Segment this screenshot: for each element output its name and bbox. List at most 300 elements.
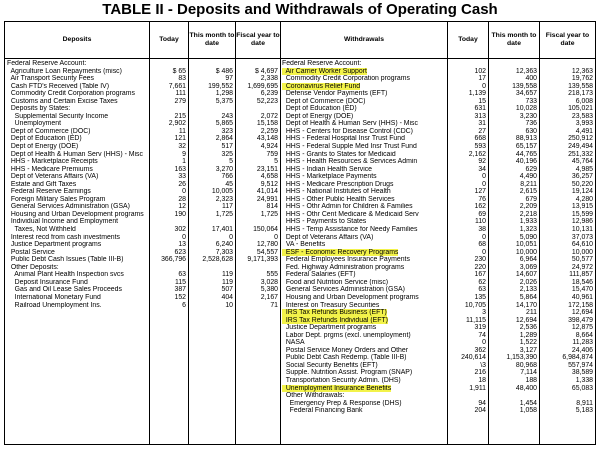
row-value: 1,058 bbox=[519, 407, 537, 415]
row-value: 92 bbox=[478, 158, 486, 166]
table-row bbox=[237, 135, 278, 143]
table-row bbox=[151, 105, 186, 113]
table-row bbox=[490, 362, 537, 370]
table-row bbox=[490, 286, 537, 294]
row-value: 10,000 bbox=[515, 248, 537, 256]
table-row bbox=[237, 188, 278, 196]
row-value bbox=[190, 105, 233, 113]
row-value: 2,338 bbox=[260, 75, 278, 83]
table-row bbox=[151, 83, 186, 91]
table-row bbox=[151, 75, 186, 83]
table-row bbox=[541, 135, 593, 143]
table-row bbox=[449, 158, 486, 166]
table-row bbox=[7, 211, 148, 219]
row-value: 50,220 bbox=[571, 180, 593, 188]
table-row bbox=[282, 128, 446, 136]
table-row bbox=[449, 75, 486, 83]
table-row bbox=[7, 437, 148, 445]
table-row bbox=[7, 452, 148, 460]
table-row bbox=[449, 181, 486, 189]
row-label bbox=[7, 317, 148, 325]
row-value: 50,577 bbox=[571, 256, 593, 264]
table-row bbox=[490, 385, 537, 393]
row-value: 54,557 bbox=[256, 248, 278, 256]
row-value: 117 bbox=[222, 203, 233, 211]
table-row bbox=[190, 226, 233, 234]
table-row bbox=[237, 203, 278, 211]
row-value: 4,491 bbox=[575, 127, 593, 135]
row-value: 2,615 bbox=[519, 188, 537, 196]
table-row bbox=[7, 279, 148, 287]
row-value: 74 bbox=[478, 331, 486, 339]
row-value: 71 bbox=[270, 301, 278, 309]
table-row bbox=[151, 128, 186, 136]
row-value: 4,924 bbox=[260, 143, 278, 151]
table-row bbox=[282, 60, 446, 68]
row-value: 32 bbox=[178, 143, 186, 151]
row-value: 9,512 bbox=[260, 180, 278, 188]
table-row bbox=[490, 218, 537, 226]
table-row bbox=[151, 60, 186, 68]
row-value: 83 bbox=[178, 75, 186, 83]
table-row bbox=[449, 286, 486, 294]
table-row bbox=[237, 68, 278, 76]
table-row bbox=[282, 90, 446, 98]
row-label: HHS - Othr Admin for Children & Families bbox=[282, 203, 413, 211]
table-row bbox=[151, 173, 186, 181]
table-row bbox=[190, 196, 233, 204]
table-row bbox=[490, 196, 537, 204]
row-value: 302 bbox=[174, 226, 186, 234]
row-value: 204 bbox=[474, 407, 486, 415]
header-today-w: Today bbox=[458, 36, 478, 43]
row-value: 11,283 bbox=[572, 339, 593, 347]
row-value: 38 bbox=[478, 226, 486, 234]
row-value: 5,865 bbox=[215, 120, 233, 128]
row-value: 135 bbox=[474, 293, 486, 301]
row-value: 6,239 bbox=[260, 90, 278, 98]
table-row bbox=[237, 105, 278, 113]
table-row bbox=[490, 271, 537, 279]
table-row bbox=[151, 286, 186, 294]
table-row bbox=[541, 317, 593, 325]
row-label: HHS - Marketplace Receipts bbox=[7, 158, 98, 166]
table-row bbox=[190, 188, 233, 196]
withdrawals-labels bbox=[282, 60, 446, 415]
row-label: Railroad Unemployment Ins. bbox=[7, 301, 102, 309]
table-row bbox=[7, 400, 148, 408]
table-row bbox=[282, 135, 446, 143]
table-row bbox=[490, 203, 537, 211]
header-today: Today bbox=[159, 36, 179, 43]
divider bbox=[280, 22, 281, 444]
row-value: 24,972 bbox=[571, 263, 593, 271]
table-row bbox=[490, 400, 537, 408]
table-row bbox=[151, 249, 186, 257]
row-label: Transportation Security Admin. (DHS) bbox=[282, 376, 401, 384]
row-value: 40,196 bbox=[515, 158, 537, 166]
row-label: HHS - Federal Supple Med Insr Trust Fund bbox=[282, 143, 417, 151]
row-value: 119 bbox=[222, 271, 233, 279]
table-row bbox=[449, 309, 486, 317]
row-value: 24,991 bbox=[256, 195, 278, 203]
table-row bbox=[7, 151, 148, 159]
table-row bbox=[7, 75, 148, 83]
table-row bbox=[541, 211, 593, 219]
row-value bbox=[237, 60, 278, 68]
table-row bbox=[541, 249, 593, 257]
table-row bbox=[190, 241, 233, 249]
row-value: 12 bbox=[178, 203, 186, 211]
header-deposits: Deposits bbox=[62, 36, 92, 43]
table-row bbox=[190, 279, 233, 287]
table-row bbox=[237, 279, 278, 287]
table-row bbox=[151, 211, 186, 219]
table-row bbox=[282, 264, 446, 272]
row-value: 387 bbox=[174, 286, 186, 294]
table-row bbox=[190, 68, 233, 76]
row-value: 1,699,695 bbox=[247, 82, 278, 90]
table-row bbox=[282, 83, 446, 91]
row-label: Federal Reserve Account: bbox=[7, 60, 87, 67]
row-value: $ 4,697 bbox=[255, 67, 278, 75]
row-label bbox=[7, 377, 148, 385]
table-row bbox=[237, 249, 278, 257]
row-value: 23,151 bbox=[256, 165, 278, 173]
table-row bbox=[490, 354, 537, 362]
table-row bbox=[151, 188, 186, 196]
row-value: 517 bbox=[221, 143, 233, 151]
row-value: 69 bbox=[478, 210, 486, 218]
row-value: 26 bbox=[178, 180, 186, 188]
table-row bbox=[490, 339, 537, 347]
table-row bbox=[7, 120, 148, 128]
table-row bbox=[190, 120, 233, 128]
row-label: Customs and Certain Excise Taxes bbox=[7, 97, 118, 105]
row-value: 362 bbox=[474, 346, 486, 354]
row-label: IRS Tax Refunds Business (EFT) bbox=[282, 309, 387, 317]
row-value: 4,658 bbox=[260, 173, 278, 181]
table-row bbox=[151, 256, 186, 264]
table-row bbox=[541, 302, 593, 310]
row-value: 5 bbox=[274, 158, 278, 166]
row-label: Dept of Commerce (DOC) bbox=[7, 127, 91, 135]
row-value: 115 bbox=[175, 278, 186, 286]
row-value: 68 bbox=[478, 241, 486, 249]
row-value: 6 bbox=[182, 301, 186, 309]
row-value: 12,363 bbox=[515, 67, 537, 75]
table-row bbox=[282, 302, 446, 310]
table-row bbox=[151, 181, 186, 189]
table-row bbox=[541, 151, 593, 159]
table-row bbox=[151, 151, 186, 159]
row-value: 215 bbox=[174, 112, 186, 120]
row-value: 5 bbox=[229, 158, 233, 166]
row-value: 5,375 bbox=[215, 97, 233, 105]
row-value: 13 bbox=[178, 241, 186, 249]
table-row bbox=[490, 332, 537, 340]
table-row bbox=[541, 98, 593, 106]
table-row bbox=[190, 60, 233, 68]
row-value: 15,470 bbox=[571, 286, 593, 294]
table-row bbox=[490, 173, 537, 181]
row-label bbox=[7, 309, 148, 317]
row-value: 1,522 bbox=[519, 339, 537, 347]
row-value: 2,072 bbox=[260, 112, 278, 120]
row-label bbox=[7, 392, 148, 400]
row-value: 12,363 bbox=[571, 67, 593, 75]
table-row bbox=[7, 286, 148, 294]
table-row bbox=[237, 181, 278, 189]
row-value: 76 bbox=[478, 195, 486, 203]
row-value: 152 bbox=[174, 293, 186, 301]
row-value: 3,127 bbox=[519, 346, 537, 354]
table-row bbox=[282, 362, 446, 370]
row-label: Supple. Nutrition Assist. Program (SNAP) bbox=[282, 369, 413, 377]
row-label: Foreign Military Sales Program bbox=[7, 195, 106, 203]
row-value: 34 bbox=[478, 165, 486, 173]
row-value: 218,173 bbox=[568, 90, 593, 98]
table-row bbox=[541, 181, 593, 189]
table-row bbox=[449, 317, 486, 325]
row-value: 3,069 bbox=[519, 263, 537, 271]
row-label: Other Withdrawals: bbox=[282, 392, 345, 400]
table-row bbox=[7, 218, 148, 226]
table-row bbox=[237, 90, 278, 98]
row-label: Dept of Veterans Affairs (VA) bbox=[7, 173, 99, 181]
row-value: 251,332 bbox=[568, 150, 593, 158]
row-value: 199,552 bbox=[208, 82, 233, 90]
table-row bbox=[237, 60, 278, 68]
row-label: Animal Plant Health Inspection svcs bbox=[7, 271, 124, 279]
table-row bbox=[237, 151, 278, 159]
row-value: 6,984,874 bbox=[562, 354, 593, 362]
table-row bbox=[282, 188, 446, 196]
row-value: 2,026 bbox=[519, 278, 537, 286]
table-row bbox=[282, 151, 446, 159]
table-row bbox=[7, 241, 148, 249]
table-row bbox=[541, 188, 593, 196]
table-row bbox=[490, 60, 537, 68]
row-value: 11 bbox=[178, 127, 186, 135]
row-label: HHS - Medicare Premiums bbox=[7, 165, 93, 173]
row-value: 3,230 bbox=[519, 112, 537, 120]
table-row bbox=[237, 75, 278, 83]
table-row bbox=[7, 234, 148, 242]
table-row bbox=[490, 211, 537, 219]
row-value bbox=[237, 218, 278, 226]
table-row bbox=[541, 385, 593, 393]
table-row bbox=[490, 90, 537, 98]
row-value: 7,661 bbox=[168, 82, 186, 90]
row-value: 250,912 bbox=[568, 135, 593, 143]
row-value: 111,857 bbox=[569, 271, 593, 279]
row-value: 14,170 bbox=[515, 301, 537, 309]
table-row bbox=[490, 317, 537, 325]
table-row bbox=[237, 294, 278, 302]
row-label bbox=[7, 407, 148, 415]
table-row bbox=[541, 256, 593, 264]
row-value: 623 bbox=[174, 248, 186, 256]
row-value: 1,298 bbox=[215, 90, 233, 98]
row-value: 243 bbox=[221, 112, 233, 120]
table-row bbox=[449, 98, 486, 106]
row-value: 52,223 bbox=[256, 97, 278, 105]
table-row bbox=[490, 166, 537, 174]
table-row bbox=[237, 264, 278, 272]
table-row bbox=[7, 173, 148, 181]
table-row bbox=[449, 369, 486, 377]
row-value: 110 bbox=[475, 218, 486, 226]
row-value: 65,157 bbox=[515, 143, 537, 151]
table-row bbox=[7, 339, 148, 347]
table-row bbox=[449, 188, 486, 196]
row-value: 3,993 bbox=[575, 120, 593, 128]
row-value: 12,986 bbox=[571, 218, 593, 226]
row-label: Dept of Veterans Affairs (VA) bbox=[282, 233, 374, 241]
table-row bbox=[282, 354, 446, 362]
deposits-labels bbox=[7, 60, 148, 460]
row-value: 139,558 bbox=[568, 82, 593, 90]
row-value: 45,764 bbox=[571, 158, 593, 166]
row-value: 230 bbox=[474, 256, 486, 264]
row-value: 65,083 bbox=[571, 384, 593, 392]
row-label: International Monetary Fund bbox=[7, 293, 101, 301]
row-label: Taxes, Not Withheld bbox=[7, 226, 76, 234]
row-value: 119 bbox=[222, 278, 233, 286]
row-value: 630 bbox=[525, 127, 537, 135]
table-row bbox=[490, 113, 537, 121]
table-row bbox=[541, 234, 593, 242]
row-value: 139,558 bbox=[512, 82, 537, 90]
row-label bbox=[7, 332, 148, 340]
table-row bbox=[190, 151, 233, 159]
table-row bbox=[7, 324, 148, 332]
row-value bbox=[490, 392, 537, 400]
row-value: 9 bbox=[182, 150, 186, 158]
row-label: General Services Administration (GSA) bbox=[7, 203, 130, 211]
table-row bbox=[237, 234, 278, 242]
header-this-month: This month to date bbox=[189, 32, 235, 47]
table-row bbox=[449, 60, 486, 68]
table-row bbox=[490, 256, 537, 264]
row-value bbox=[190, 60, 233, 68]
row-value: 10,005 bbox=[211, 188, 233, 196]
row-label: VA - Benefits bbox=[282, 241, 326, 249]
row-value: 80,968 bbox=[515, 361, 537, 369]
table-row bbox=[449, 166, 486, 174]
row-label: Gas and Oil Lease Sales Proceeds bbox=[7, 286, 122, 294]
table-row bbox=[490, 309, 537, 317]
table-row bbox=[151, 143, 186, 151]
row-value: 220 bbox=[474, 263, 486, 271]
table-row bbox=[541, 324, 593, 332]
row-value: 45 bbox=[225, 180, 233, 188]
table-row bbox=[490, 158, 537, 166]
row-value: 1,933 bbox=[519, 218, 537, 226]
row-value: 7,303 bbox=[215, 248, 233, 256]
row-label bbox=[7, 415, 148, 423]
row-label bbox=[7, 430, 148, 438]
table-row bbox=[7, 188, 148, 196]
row-value: 1,289 bbox=[519, 331, 537, 339]
row-label: Justice Department programs bbox=[7, 241, 102, 249]
table-row bbox=[490, 234, 537, 242]
table-row bbox=[151, 98, 186, 106]
row-value: 105,021 bbox=[568, 105, 593, 113]
row-label: HHS - Temp Assistance for Needy Families bbox=[282, 226, 418, 234]
row-value: 38,589 bbox=[571, 369, 593, 377]
table-row bbox=[151, 120, 186, 128]
table-row bbox=[449, 135, 486, 143]
row-label: Public Debt Cash Issues (Table III-B) bbox=[7, 256, 124, 264]
row-value bbox=[151, 264, 186, 272]
table-row bbox=[449, 90, 486, 98]
row-value: 10 bbox=[225, 301, 233, 309]
table-row bbox=[490, 151, 537, 159]
table-row bbox=[190, 256, 233, 264]
table-row bbox=[7, 98, 148, 106]
row-value: 1,323 bbox=[519, 226, 537, 234]
table-row bbox=[151, 279, 186, 287]
table-row bbox=[541, 60, 593, 68]
table-row bbox=[541, 377, 593, 385]
table-row bbox=[490, 226, 537, 234]
table-row bbox=[541, 203, 593, 211]
table-row bbox=[237, 83, 278, 91]
row-label: Agriculture Loan Repayments (misc) bbox=[7, 67, 122, 75]
table-row bbox=[7, 430, 148, 438]
row-value bbox=[449, 60, 486, 68]
table-row bbox=[490, 369, 537, 377]
table-row bbox=[282, 347, 446, 355]
table-row bbox=[449, 385, 486, 393]
row-value: 17 bbox=[478, 75, 486, 83]
table-row bbox=[541, 392, 593, 400]
row-label: Dept of Energy (DOE) bbox=[282, 112, 354, 120]
row-label: Defense Vendor Payments (EFT) bbox=[282, 90, 388, 98]
row-label: Federal Reserve Earnings bbox=[7, 188, 91, 196]
row-value: 188 bbox=[525, 376, 537, 384]
row-label: Postal Service Money Orders and Other bbox=[282, 346, 408, 354]
row-label: IRS Tax Refunds Individual (EFT) bbox=[282, 316, 388, 324]
row-value: 631 bbox=[474, 105, 486, 113]
row-value: 4,490 bbox=[519, 173, 537, 181]
row-label: Justice Department programs bbox=[282, 324, 377, 332]
table-row bbox=[282, 98, 446, 106]
table-row bbox=[7, 68, 148, 76]
table-row bbox=[151, 196, 186, 204]
table-row bbox=[151, 234, 186, 242]
row-value: 43,148 bbox=[256, 135, 278, 143]
row-label: Dept of Energy (DOE) bbox=[7, 143, 79, 151]
table-row bbox=[237, 166, 278, 174]
row-value: 766 bbox=[221, 173, 233, 181]
table-row bbox=[490, 392, 537, 400]
row-value: 279 bbox=[174, 97, 186, 105]
row-label: Public Debt Cash Redemp. (Table III-B) bbox=[282, 354, 407, 362]
table-row bbox=[541, 226, 593, 234]
row-value: 2,162 bbox=[468, 150, 486, 158]
table-row bbox=[282, 369, 446, 377]
table-row bbox=[541, 294, 593, 302]
table-row bbox=[190, 105, 233, 113]
row-value: 44,765 bbox=[515, 150, 537, 158]
row-value: 63 bbox=[178, 271, 186, 279]
table-row bbox=[7, 105, 148, 113]
table-row bbox=[282, 324, 446, 332]
table-row bbox=[449, 249, 486, 257]
